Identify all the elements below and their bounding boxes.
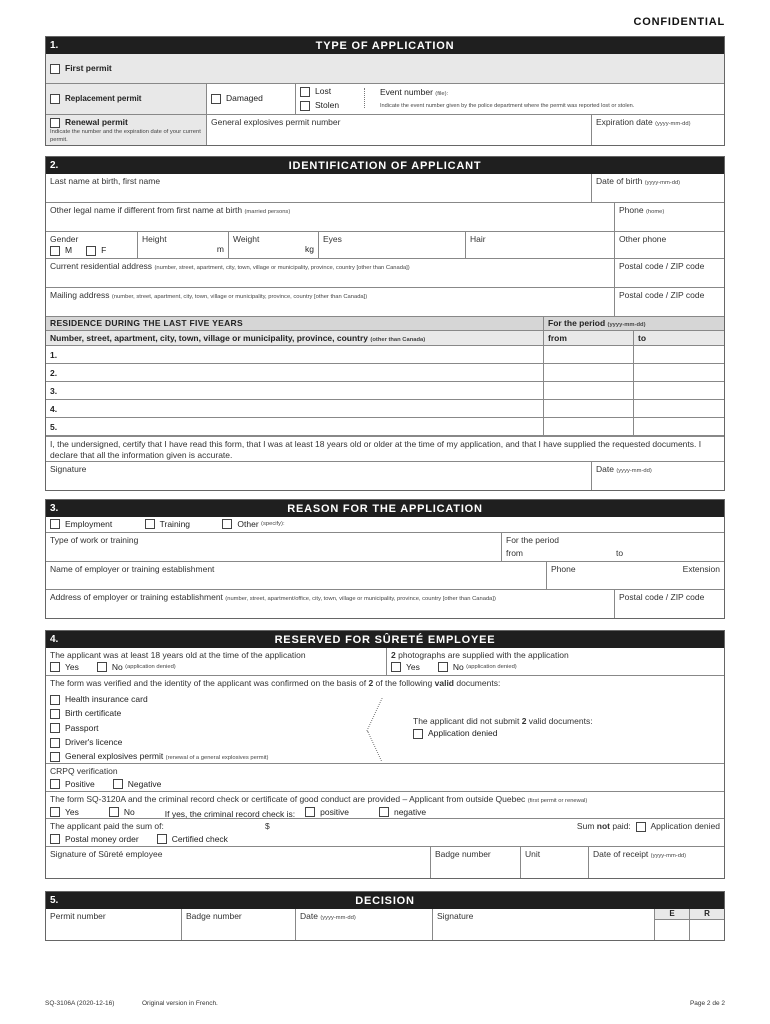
date-field[interactable] [295,909,432,940]
other-checkbox[interactable] [222,519,232,529]
general-explosives-note: (renewal of a general explosives permit) [165,755,269,762]
hair-field[interactable] [465,232,614,258]
phone-home-field[interactable] [614,203,724,231]
no-note: (application denied) [466,664,517,670]
damaged-checkbox[interactable] [211,94,221,104]
employee-signature-field[interactable] [46,847,430,878]
certified-check-label: Certified check [171,834,228,844]
yes-label: Yes [65,662,79,672]
photos-yes-checkbox[interactable] [391,662,401,672]
replacement-permit-label: Replacement permit [65,94,142,103]
employer-address-note: (number, street, apartment/office, city, town, village or municipality, province, country [other than Canada]) [225,596,496,602]
section-reason [45,499,725,619]
birth-certificate-label: Birth certificate [65,708,122,719]
section-surete-employee: 4. RESERVED FOR SÛRETÉ EMPLOYEE The applicant was at least 18 years old at the time of the application Yes No (application denied) 2 photographs are supplied with the application Yes No (application denied) The form was verified and the identity of the applicant was confirmed on the basis of 2 of the following valid documents: Health insurance card Birth certificate Passport Driver's licence General explosives permit (renewal of a general explosives permit) The applicant did not submit 2 valid documents: Application denied CRPQ verification Positive Negative The form SQ-3120A and the criminal record check or certificate of good conduct are provided – Applicant from outside Quebec (first permit or renewal) Yes No If yes, the criminal record check is: positive negative The applicant paid the sum of: $ Sum not paid: Application denied Postal money order Certified check Signature of Sûreté employee Badge number Unit Date of receipt (yyyy-mm-dd) [45,630,725,879]
residence-from-3[interactable] [543,382,633,399]
section-title: TYPE OF APPLICATION [315,40,455,52]
section-number: 4. [50,634,59,645]
last-name-field[interactable] [46,174,591,202]
mailing-postal-code-field[interactable] [614,288,724,316]
general-explosives-checkbox[interactable] [50,752,60,762]
residence-from-5[interactable] [543,418,633,435]
stolen-checkbox[interactable] [300,101,310,111]
employment-checkbox[interactable] [50,519,60,529]
age-no-checkbox[interactable] [97,662,107,672]
employer-name-field[interactable] [46,562,546,589]
gender-label: Gender [50,234,79,244]
permit-number-field[interactable] [46,909,181,940]
weight-label: Weight [233,234,260,244]
date-format-note: (yyyy-mm-dd) [616,468,652,474]
residence-from-1[interactable] [543,346,633,363]
check-negative-checkbox[interactable] [379,807,389,817]
signature-label: Signature [437,911,474,921]
lost-checkbox[interactable] [300,87,310,97]
page-number: Page 2 de 2 [689,1000,725,1007]
expiration-date-label: Expiration date [596,117,653,127]
residence-row-3[interactable]: 3. [50,386,58,396]
date-format-note: (yyyy-mm-dd) [607,322,646,328]
badge-number-field[interactable] [430,847,520,878]
date-format-note: (yyyy-mm-dd) [644,180,681,186]
renewal-permit-label: Renewal permit [65,117,128,127]
residence-to-3[interactable] [633,382,724,399]
phone-home-note: (home) [645,209,665,215]
period-field[interactable] [501,533,724,561]
no-label: No [111,662,123,672]
unit-label: Unit [525,849,541,859]
postal-code-label: Postal code / ZIP code [619,290,705,300]
date-field[interactable] [591,462,724,490]
signature-field[interactable] [46,462,591,490]
age-question: The applicant was at least 18 years old at the time of the application [50,650,306,660]
postal-code-label: Postal code / ZIP code [619,592,705,602]
section-number: 2. [50,160,59,171]
hair-label: Hair [470,234,486,244]
form-id: SQ-3106A (2020-12-16) [45,1000,115,1007]
residence-to-2[interactable] [633,364,724,381]
r-field[interactable] [690,920,724,939]
postal-money-order-label: Postal money order [65,834,139,844]
section-decision [45,891,725,941]
signature-field[interactable] [432,909,654,940]
sum-not-paid-checkbox[interactable] [636,822,646,832]
no-note: (application denied) [125,664,176,670]
passport-checkbox[interactable] [50,723,60,733]
general-explosives-permit-number-field[interactable] [206,115,591,145]
section-header [46,500,724,517]
to-header: to [633,331,724,345]
gender-f-label: F [101,245,107,255]
employee-signature-label: Signature of Sûreté employee [50,849,163,859]
eyes-field[interactable] [318,232,465,258]
section-header [46,157,724,174]
address-note: (number, street, apartment, city, town, village or municipality, province, country [other than Canada]) [111,294,368,300]
employer-postal-code-field[interactable] [614,590,724,618]
verified-text-mid: of the following [373,678,435,688]
lost-label: Lost [315,86,332,96]
badge-number-field[interactable] [181,909,295,940]
mailing-address-field[interactable] [46,288,614,316]
section-number: 3. [50,503,59,514]
no-label: No [452,662,464,672]
height-label: Height [142,234,167,244]
residence-row-2[interactable]: 2. [50,368,58,378]
renewal-note: Indicate the number and the expiration date of your current permit. [50,128,201,143]
gender-m-checkbox[interactable] [50,246,60,256]
negative-label: negative [393,807,427,817]
crpq-positive-checkbox[interactable] [50,779,60,789]
damaged-label: Damaged [226,93,263,103]
birth-certificate-checkbox[interactable] [50,709,60,719]
section-title: RESERVED FOR SÛRETÉ EMPLOYEE [274,634,496,646]
gender-m-label: M [65,245,73,255]
dollar-sign: $ [265,821,270,831]
employer-address-label: Address of employer or training establishment [50,592,223,602]
residence-row-4[interactable]: 4. [50,404,58,414]
training-label: Training [159,519,191,529]
photos-number: 2 [391,650,396,660]
section-header [46,631,724,648]
drivers-licence-checkbox[interactable] [50,738,60,748]
event-instruction: Indicate the event number given by the police department where the permit was reported lost or stolen. [380,103,635,109]
section-title: DECISION [355,895,415,907]
section-number: 5. [50,895,59,906]
postal-code-field[interactable] [614,259,724,287]
photos-question: photographs are supplied with the application [395,650,569,660]
not-submit-text: The applicant did not submit [413,716,522,726]
not-submit-text-end: valid documents: [526,716,593,726]
from-header: from [543,331,633,345]
residence-from-2[interactable] [543,364,633,381]
phone-field[interactable] [546,562,651,589]
permit-number-label: Permit number [50,911,106,921]
section-header [46,892,724,909]
photos-no-checkbox[interactable] [438,662,448,672]
weight-field[interactable] [228,232,318,258]
extension-label: Extension [682,564,720,574]
health-card-label: Health insurance card [65,694,148,704]
weight-unit: kg [305,244,314,254]
positive-label: positive [320,807,349,817]
other-name-label: Other legal name if different from first name at birth [50,205,243,215]
general-explosives-permit-number-label: General explosives permit number [211,117,341,127]
to-label: to [616,548,624,558]
address-note: (number, street, apartment, city, town, village or municipality, province, country [other than Canada]) [154,265,410,271]
other-name-note: (married persons) [244,209,291,215]
badge-number-label: Badge number [435,849,491,859]
sum-not: not [596,821,610,831]
other-label: Other [237,519,259,529]
last-name-label: Last name at birth, first name [50,176,161,186]
date-format-note: (yyyy-mm-dd) [650,853,687,859]
other-phone-field[interactable] [614,232,724,258]
section-title: REASON FOR THE APPLICATION [287,503,483,515]
dob-label: Date of birth [596,176,643,186]
application-denied-checkbox[interactable] [413,729,423,739]
for-period-label: For the period [506,535,559,545]
phone-label: Phone [551,564,576,574]
sq-yes-checkbox[interactable] [50,807,60,817]
residence-to-4[interactable] [633,400,724,417]
verified-valid: valid [434,678,454,688]
from-label: from [506,548,523,558]
other-legal-name-field[interactable] [46,203,614,231]
if-yes-label: If yes, the criminal record check is: [164,809,296,819]
signature-label: Signature [50,464,87,474]
verified-number: 2 [368,678,374,688]
eyes-label: Eyes [323,234,342,244]
training-checkbox[interactable] [145,519,155,529]
type-of-work-field[interactable] [46,533,501,561]
section-number: 1. [50,40,59,51]
crpq-negative-checkbox[interactable] [113,779,123,789]
section-type-of-application [45,36,725,146]
drivers-licence-label: Driver's licence [65,736,123,747]
height-field[interactable] [137,232,228,258]
general-explosives-label: General explosives permit [65,751,164,762]
current-address-label: Current residential address [50,261,153,271]
confidential-label: CONFIDENTIAL [633,16,725,28]
residence-to-1[interactable] [633,346,724,363]
date-of-birth-field[interactable] [591,174,724,202]
date-label: Date [596,464,614,474]
gender-f-checkbox[interactable] [86,246,96,256]
employer-address-field[interactable] [46,590,614,618]
crpq-label: CRPQ verification [50,766,118,776]
unit-field[interactable] [520,847,588,878]
mailing-address-label: Mailing address [50,290,110,300]
residence-address-header: Number, street, apartment, city, town, village or municipality, province, country [50,333,369,343]
certified-check-checkbox[interactable] [157,834,167,844]
period-label: For the period [548,318,606,328]
event-number-label: Event number [380,87,433,97]
section-identification [45,156,725,491]
residence-from-4[interactable] [543,400,633,417]
stolen-label: Stolen [315,100,340,110]
sq-form-note: (first permit or renewal) [527,798,588,804]
expiration-date-field[interactable] [591,115,724,145]
date-format-note: (yyyy-mm-dd) [655,121,691,127]
date-format-note: (yyyy-mm-dd) [320,915,356,921]
phone-home-label: Phone [619,205,644,215]
other-note: (specify): [261,521,285,527]
passport-label: Passport [65,722,99,733]
application-denied-label: Application denied [428,728,498,738]
negative-label: Negative [127,779,162,789]
certification-text: I, the undersigned, certify that I have read this form, that I was at least 18 years old or older at the time of my application, and that I have supplied the requested documents. I declare that all the information given is accurate. [50,439,702,460]
verified-text: The form was verified and the identity of the applicant was confirmed on the basis of [50,678,369,688]
r-header: R [690,909,724,920]
positive-label: Positive [65,779,95,789]
residence-row-5[interactable]: 5. [50,422,58,432]
not-submit-number: 2 [521,716,527,726]
first-permit-label: First permit [65,63,112,73]
employment-label: Employment [65,519,113,529]
residence-address-note: (other than Canada) [370,337,426,343]
section-header [46,37,724,54]
sq-form-text: The form SQ-3120A and the criminal record check or certificate of good conduct are provided – Applicant from outside Quebec [50,794,526,804]
replacement-permit-checkbox[interactable] [50,94,60,104]
first-permit-checkbox[interactable] [50,64,60,74]
date-of-receipt-field[interactable] [588,847,724,878]
yes-label: Yes [65,807,79,817]
residence-row-1[interactable]: 1. [50,350,58,360]
extension-field[interactable] [651,562,724,589]
employer-name-label: Name of employer or training establishment [50,564,215,574]
height-unit: m [216,244,224,254]
original-version-note: Original version in French. [142,1000,218,1007]
sum-label: Sum [576,821,597,831]
section-title: IDENTIFICATION OF APPLICANT [288,160,482,172]
residence-title: RESIDENCE DURING THE LAST FIVE YEARS [50,318,243,328]
application-denied-label: Application denied [650,821,720,831]
date-label: Date [300,911,318,921]
renewal-permit-checkbox[interactable] [50,118,60,128]
no-label: No [123,807,135,817]
badge-number-label: Badge number [186,911,242,921]
age-yes-checkbox[interactable] [50,662,60,672]
current-address-field[interactable] [46,259,614,287]
date-of-receipt-label: Date of receipt [593,849,649,859]
bracket-divider [364,88,365,108]
postal-money-order-checkbox[interactable] [50,834,60,844]
residence-to-5[interactable] [633,418,724,435]
other-phone-label: Other phone [619,234,667,244]
check-positive-checkbox[interactable] [305,807,315,817]
e-field[interactable] [655,920,689,939]
paid-sum-label: The applicant paid the sum of: [50,821,164,831]
type-of-work-label: Type of work or training [50,535,139,545]
event-number-note: (file): [435,91,449,97]
e-header: E [655,909,689,920]
postal-code-label: Postal code / ZIP code [619,261,705,271]
health-card-checkbox[interactable] [50,695,60,705]
sum-paid: paid [609,821,629,831]
sq-no-checkbox[interactable] [109,807,119,817]
yes-label: Yes [406,662,420,672]
verified-text-end: documents: [454,678,501,688]
